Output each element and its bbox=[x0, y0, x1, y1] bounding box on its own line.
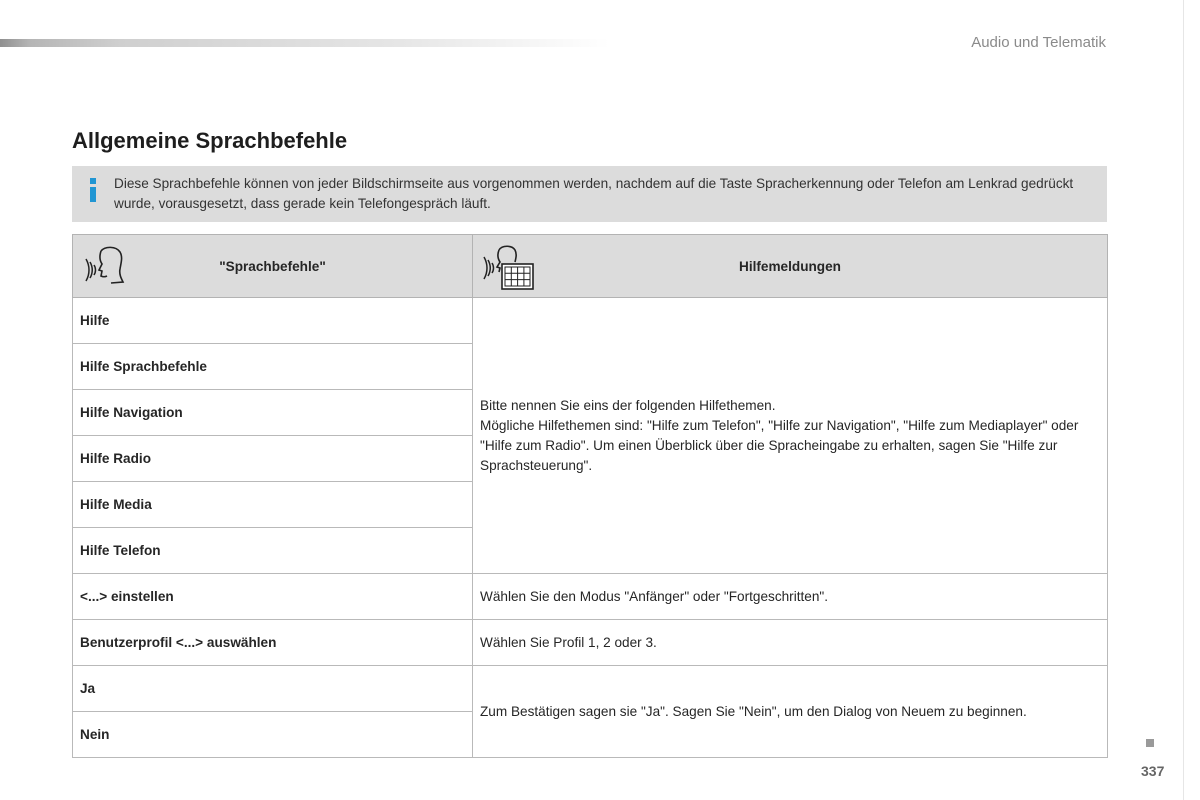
header-gradient-bar bbox=[0, 39, 610, 47]
column-header-commands-label: "Sprachbefehle" bbox=[219, 258, 326, 274]
table-row bbox=[73, 666, 1108, 712]
command-cell: Hilfe Media bbox=[73, 482, 473, 528]
response-help-line-2: Mögliche Hilfethemen sind: "Hilfe zum Telefon", "Hilfe zur Navigation", "Hilfe zum Mediaplayer" oder "Hilfe zum Radio". Um einen Überblick über die Spracheingabe zu erhalten, sagen Sie "Hilfe zur Sprachsteuerung". bbox=[480, 417, 1079, 473]
column-header-responses-label: Hilfemeldungen bbox=[739, 258, 841, 274]
table-header-row bbox=[73, 235, 1108, 298]
table-row bbox=[73, 298, 1108, 344]
command-cell: Nein bbox=[73, 712, 473, 758]
info-icon bbox=[88, 178, 98, 202]
page-number: 337 bbox=[1141, 763, 1165, 779]
page-heading: Allgemeine Sprachbefehle bbox=[72, 128, 348, 153]
command-cell: Benutzerprofil <...> auswählen bbox=[73, 620, 473, 666]
response-cell-help bbox=[473, 298, 1108, 574]
command-cell: Hilfe Navigation bbox=[73, 390, 473, 436]
section-title: Audio und Telematik bbox=[971, 34, 1106, 51]
speaking-head-icon bbox=[81, 243, 127, 288]
column-header-responses bbox=[473, 235, 1108, 298]
command-cell: Hilfe bbox=[73, 298, 473, 344]
info-note bbox=[72, 166, 1107, 222]
command-cell: <...> einstellen bbox=[73, 574, 473, 620]
command-cell: Hilfe Radio bbox=[73, 436, 473, 482]
response-help-line-1: Bitte nennen Sie eins der folgenden Hilfethemen. bbox=[480, 397, 776, 413]
response-cell-confirm: Zum Bestätigen sagen sie "Ja". Sagen Sie "Nein", um den Dialog von Neuem zu beginnen. bbox=[473, 666, 1108, 758]
column-header-commands bbox=[73, 235, 473, 298]
speaking-head-screen-icon bbox=[481, 243, 539, 296]
page-edge-rule bbox=[1183, 0, 1184, 800]
response-cell-mode: Wählen Sie den Modus "Anfänger" oder "Fortgeschritten". bbox=[473, 574, 1108, 620]
command-cell: Hilfe Telefon bbox=[73, 528, 473, 574]
table-row bbox=[73, 574, 1108, 620]
command-cell: Hilfe Sprachbefehle bbox=[73, 344, 473, 390]
table-row bbox=[73, 620, 1108, 666]
response-cell-profile: Wählen Sie Profil 1, 2 oder 3. bbox=[473, 620, 1108, 666]
voice-commands-table bbox=[72, 234, 1108, 758]
command-cell: Ja bbox=[73, 666, 473, 712]
page-marker bbox=[1146, 739, 1154, 747]
info-note-text: Diese Sprachbefehle können von jeder Bildschirmseite aus vorgenommen werden, nachdem auf die Taste Spracherkennung oder Telefon am Lenkrad gedrückt wurde, vorausgesetzt, dass gerade kein Telefongespräch läuft. bbox=[114, 176, 1074, 211]
